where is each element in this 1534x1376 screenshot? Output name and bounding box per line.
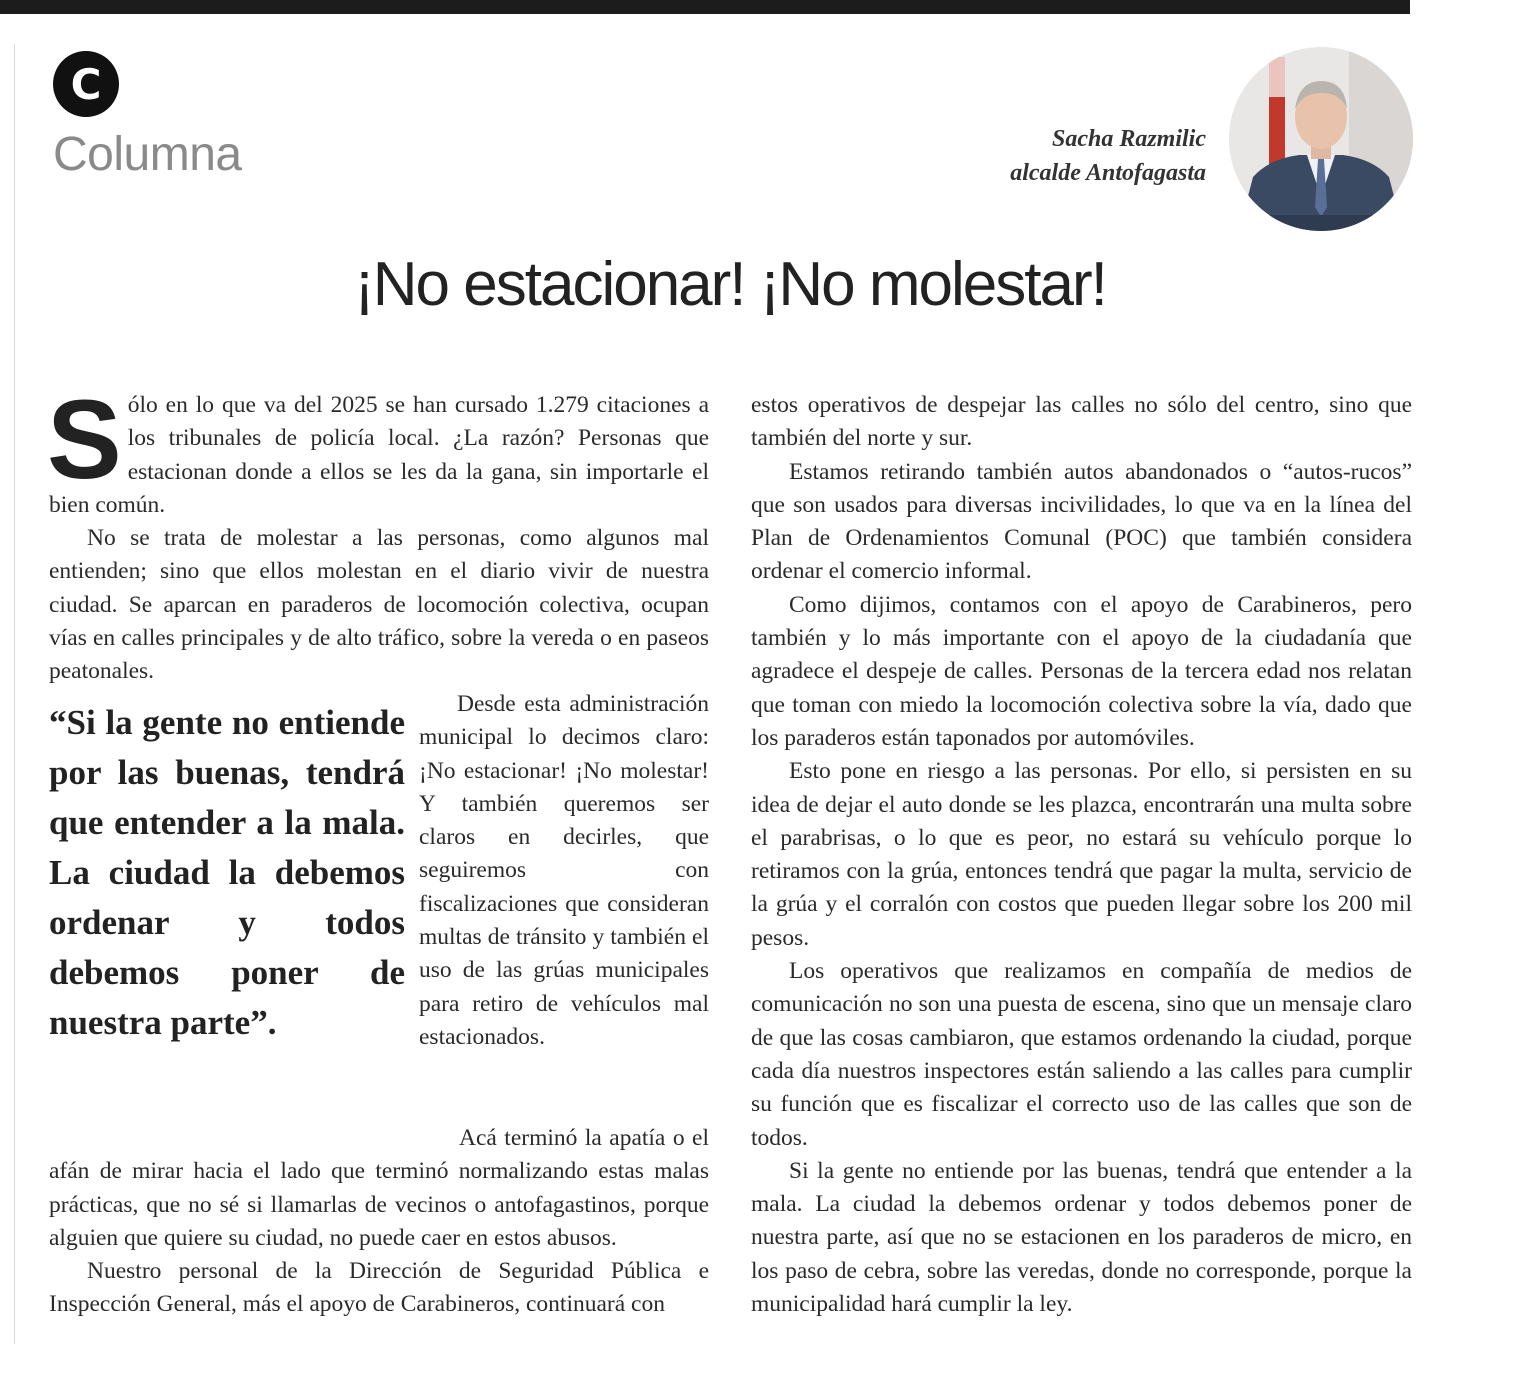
paragraph-1-text: ólo en lo que va del 2025 se han cursado 1.279 citaciones a los tribunales de policía local. ¿La razón? Personas que estacionan donde a ellos se les da la gana, sin importarle el bien común. [49,392,709,518]
pull-quote-wrapper [49,522,709,688]
paragraph-r2: Como dijimos, contamos con el apoyo de Carabineros, pero también y lo más importante con el apoyo de la ciudadanía que agradece el despeje de calles. Personas de la tercera edad nos relatan que toman con miedo la locomoción colectiva sobre la vía, dado que los paraderos están taponados por automóviles. [751,591,1412,751]
section-label: Columna [53,128,242,181]
top-rule [0,0,1410,14]
portrait-illustration [1229,47,1413,231]
paragraph-r1: Estamos retirando también autos abandonados o “autos-rucos” que son usados para diversas incivilidades, lo que va en la línea del Plan de Ordenamientos Comunal (POC) que también considera ordenar el comercio informal. [751,458,1412,585]
right-column [751,389,1412,1321]
paragraph-r3: Esto pone en riesgo a las personas. Por ello, si persisten en su idea de dejar el auto donde se les plazca, encontrarán una multa sobre el parabrisas, o lo que es peor, no estará su vehículo porque lo retiramos con la grúa, entonces tendrá que pagar la multa, servicio de la grúa y el corralón con costos que pueden llegar sobre los 200 mil pesos. [751,758,1412,951]
author-byline [1010,122,1206,190]
paragraph-3: Desde esta administración municipal lo decimos claro: ¡No estacionar! ¡No molestar! Y también queremos ser claros en decirles, que seguiremos con fiscalizaciones que consideran multas de tránsito y también el uso de las grúas municipales para retiro de vehículos mal estacionados. [419,691,709,1050]
author-portrait-photo [1229,47,1413,231]
author-title: alcalde Antofagasta [1010,160,1206,186]
paragraph-r4: Los operativos que realizamos en compañía de medios de comunicación no son una puesta de escena, sino que un mensaje claro de que las cosas cambiaron, que estamos ordenando la ciudad, porque cada día nuestros inspectores están saliendo a las calles para cumplir su función que es fiscalizar el correcto uso de las calles que son de todos. [751,958,1412,1151]
left-column-wrap [49,688,709,1168]
paragraph-r0: estos operativos de despejar las calles no sólo del centro, sino que también del norte y sur. [751,392,1412,452]
paragraph-5: Nuestro personal de la Dirección de Seguridad Pública e Inspección General, más el apoyo de Carabineros, continuará con [49,1258,709,1318]
column-badge: C [53,51,119,117]
left-column-bottom [49,1122,709,1322]
pull-quote: “Si la gente no entiende por las buenas, tendrá que entender a la mala. La ciudad la debemos ordenar y todos debemos poner de nuestra parte”. [49,703,405,1042]
paragraph-r5: Si la gente no entiende por las buenas, tendrá que entender a la mala. La ciudad la debemos ordenar y todos debemos poner de nuestra parte, así que no se estacionen en los paraderos de micro, en los paso de cebra, sobre las veredas, donde no corresponde, porque la municipalidad hará cumplir la ley. [751,1157,1412,1318]
paragraph-1 [47,377,709,522]
paragraph-2: No se trata de molestar a las personas, como algunos mal entienden; sino que ellos molestan en el diario vivir de nuestra ciudad. Se aparcan en paraderos de locomoción colectiva, ocupan vías en calles principales y de alto tráfico, sobre la vereda o en paseos peatonales. [49,525,709,685]
drop-cap: S [47,377,122,502]
headline: ¡No estacionar! ¡No molestar! [354,250,1106,319]
left-column [47,377,709,689]
left-divider [14,44,15,1344]
paragraph-4: Acá terminó la apatía o el afán de mirar hacia el lado que terminó normalizando estas malas prácticas, que no sé si llamarlas de vecinos o antofagastinos, porque alguien que quiere su ciudad, no puede caer en estos abusos. [49,1125,709,1251]
author-name: Sacha Razmilic [1051,126,1206,152]
